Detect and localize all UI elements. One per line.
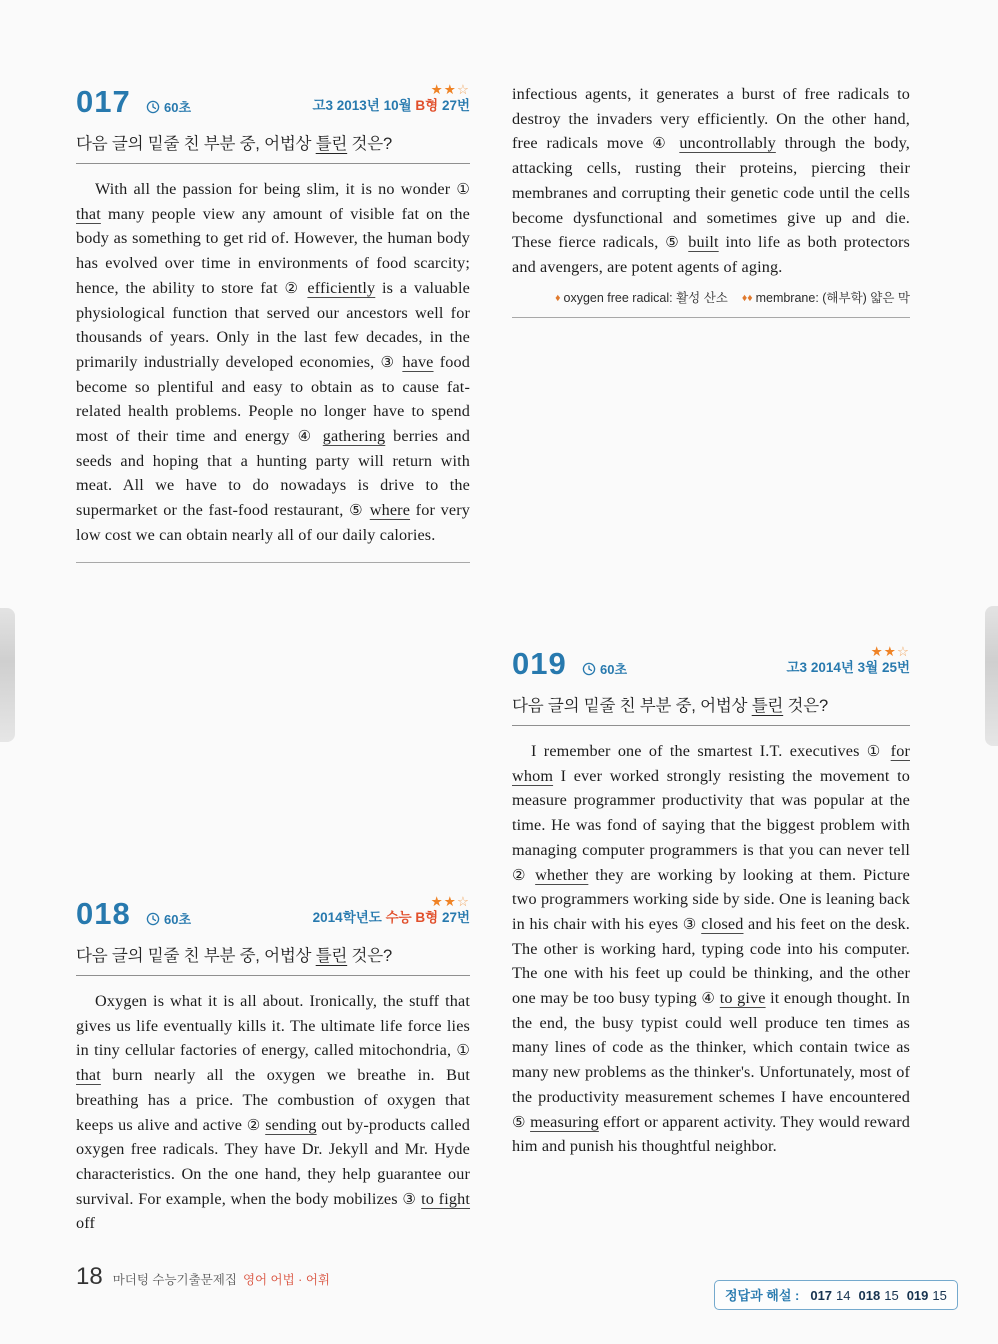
divider [76, 163, 470, 164]
answer-pair: 018 15 [858, 1288, 899, 1303]
footer-left [76, 1263, 330, 1291]
difficulty-stars [312, 82, 470, 97]
timer-label: 60초 [164, 912, 192, 927]
passage-text: Oxygen is what it is all about. Ironically, the stuff that gives us life eventually kills it. The ultimate life force lies in tiny cellular factories of energy, called mitochondria, ① that burn nearly all the oxygen we breathe in. But breathing has a price. The combustion of oxygen that keeps us alive and active ② sending out by-products called oxygen free radicals. They have Dr. Jekyll and Mr. Hyde characteristics. On the one hand, they help guarantee our survival. For example, when the body mobilizes ③ to fight off [76, 992, 471, 1233]
star-empty-icon: ☆ [456, 82, 470, 97]
question-018 [76, 896, 470, 1236]
timer-label: 60초 [600, 662, 628, 677]
question-019-header [512, 646, 910, 690]
question-number: 018 [76, 896, 131, 931]
clock-icon [146, 912, 160, 926]
timer-badge [146, 97, 191, 116]
divider [76, 562, 470, 563]
book-subject: 영어 어법 · 어휘 [242, 1273, 330, 1287]
footnote: ♦♦ membrane: (해부학) 얇은 막 [741, 290, 910, 305]
answer-reference-box [714, 1280, 958, 1310]
question-prompt: 다음 글의 밑줄 친 부분 중, 어법상 틀린 것은? [512, 697, 829, 715]
question-017-header [76, 84, 470, 128]
passage-text: I remember one of the smartest I.T. executives ① for whom I ever worked strongly resisting the movement to measure programmer productivity that was popular at the time. He was fond of saying that the biggest problem with managing computer programmers is that you can never tell ② whether they are working by looking at them. Picture two programmers working side by side. One is leaning back in his chair with his eyes ③ closed and his feet on the desk. The other is working hard, typing code into his computer. The one with his feet up could be thinking, and the other one may be too busy typing ④ to give it enough thought. In the end, the busy typist could well produce ten times as many lines of code as the thinker, which contain twice as many new problems as the thinker's. Unfortunately, most of the productivity measurement schemes I have encountered ⑤ measuring effort or apparent activity. They would reward him and punish his thoughtful neighbor. [512, 742, 911, 1156]
answer-label: 정답과 해설 : [725, 1288, 800, 1303]
question-prompt: 다음 글의 밑줄 친 부분 중, 어법상 틀린 것은? [76, 947, 393, 965]
source-label: 고3 2013년 10월 B형 27번 [312, 98, 470, 113]
clock-icon [146, 100, 160, 114]
difficulty-stars [787, 644, 910, 659]
footnote: ♦ oxygen free radical: 활성 산소 [555, 290, 728, 305]
question-meta [787, 644, 910, 677]
star-empty-icon: ☆ [896, 644, 910, 659]
page-edge-tab-right [985, 606, 998, 746]
divider [512, 317, 910, 318]
footnote-list [512, 288, 910, 306]
divider [512, 725, 910, 726]
timer-badge [582, 659, 627, 678]
diamond-icon: ♦ [555, 291, 561, 304]
question-number: 017 [76, 84, 131, 119]
question-number: 019 [512, 646, 567, 681]
question-meta [313, 894, 470, 927]
page-number: 18 [76, 1263, 103, 1290]
question-017 [76, 84, 470, 563]
answer-pair: 019 15 [906, 1288, 947, 1303]
page-edge-tab-left [0, 608, 15, 742]
divider [76, 975, 470, 976]
answer-pair: 017 14 [810, 1288, 851, 1303]
star-filled-icon: ★★ [430, 894, 457, 909]
passage-text: With all the passion for being slim, it is no wonder ① that many people view any amount of visible fat on the body as something to get rid of. However, the human body has evolved over time in environments of food scarcity; hence, the ability to store fat ② efficiently is a valuable physiological function that served our ancestors well for thousands of years. Only in the last few decades, in the primarily industrially developed economies, ③ have food become so plentiful and easy to obtain as to cause fat-related health problems. People no longer have to spend most of their time and energy ④ gathering berries and seeds and hoping that a hunting party will return with meat. All we have to do nowadays is drive to the supermarket or the fast-food restaurant, ⑤ where for very low cost we can obtain nearly all of our daily calories. [76, 180, 471, 544]
timer-badge [146, 909, 191, 928]
star-filled-icon: ★★ [430, 82, 457, 97]
clock-icon [582, 662, 596, 676]
star-filled-icon: ★★ [870, 644, 897, 659]
continuation-passage [512, 82, 910, 318]
question-meta [312, 82, 470, 115]
difficulty-stars [313, 894, 470, 909]
question-018-header [76, 896, 470, 940]
passage-text: infectious agents, it generates a burst of free radicals to destroy the invaders very efficiently. On the other hand, free radicals move ④ uncontrollably through the body, attacking cells, rusting their proteins, piercing their membranes and corrupting their genetic code until the cells become dysfunctional and sometimes give up and die. These fierce radicals, ⑤ built into life as both protectors and avengers, are potent agents of aging. [512, 85, 910, 276]
source-label: 2014학년도 수능 B형 27번 [312, 910, 470, 925]
question-prompt: 다음 글의 밑줄 친 부분 중, 어법상 틀린 것은? [76, 135, 393, 153]
timer-label: 60초 [164, 100, 192, 115]
diamond-icon: ♦♦ [741, 291, 753, 304]
footer-right [714, 1280, 958, 1310]
source-label: 고3 2014년 3월 25번 [786, 660, 910, 675]
book-title: 마더텅 수능기출문제집 [112, 1273, 237, 1287]
star-empty-icon: ☆ [456, 894, 470, 909]
question-019 [512, 646, 910, 1159]
answer-list [802, 1288, 947, 1303]
